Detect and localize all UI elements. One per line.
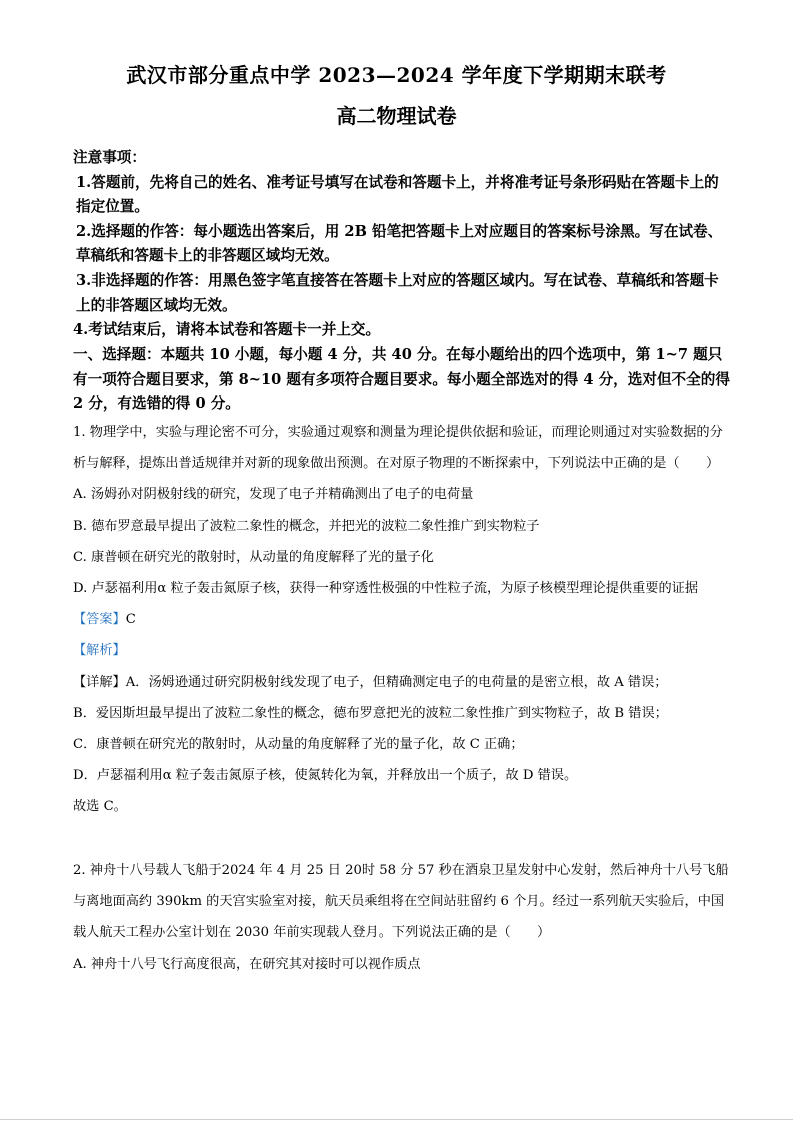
question-2-stem: 2. 神舟十八号载人飞船于2024 年 4 月 25 日 20时 58 分 57 秒在酒泉卫星发射中心发射，然后神舟十八号飞船与离地面高约 390km 的天宫实验室对接，航天员乘组将在空间站驻留约 6 个月。经过一系列航天实验后，中国载人航天工程办公室计划在 2030 年前实现载人登月。下列说法正确的是（ ） [73, 863, 729, 941]
answer-value: C [125, 612, 136, 628]
notice-item-4: 4.考试结束后，请将本试卷和答题卡一并上交。 [73, 321, 381, 339]
question-2 [73, 855, 733, 980]
detail-line-a: A．汤姆逊通过研究阴极射线发现了电子，但精确测定电子的电荷量的是密立根，故 A 错误； [125, 674, 668, 690]
question-1-option-a: A. 汤姆孙对阴极射线的研究，发现了电子并精确测出了电子的电荷量 [73, 487, 474, 503]
answer-tag: 【答案】 [73, 612, 126, 628]
question-1-stem: 1. 物理学中，实验与理论密不可分，实验通过观察和测量为理论提供依据和验证，而理论则通过对实验数据的分析与解释，提炼出普适规律并对新的现象做出预测。在对原子物理的不断探索中，下列说法中正确的是（ ） [73, 425, 723, 472]
question-1-conclusion: 故选 C。 [73, 799, 127, 815]
question-1 [73, 417, 733, 823]
notice-block [73, 146, 733, 343]
detail-tag: 【详解】 [73, 674, 126, 690]
question-1-detail-c: C．康普顿在研究光的散射时，从动量的角度解释了光的量子化，故 C 正确； [73, 737, 524, 753]
question-1-option-d: D. 卢瑟福利用α 粒子轰击氮原子核，获得一种穿透性极强的中性粒子流，为原子核模型理论提供重要的证据 [73, 581, 699, 597]
exam-title: 武汉市部分重点中学 2023—2024 学年度下学期期末联考 [126, 63, 667, 87]
question-1-detail-b: B．爱因斯坦最早提出了波粒二象性的概念，德布罗意把光的波粒二象性推广到实物粒子，故 B 错误； [73, 705, 668, 721]
notice-heading: 注意事项： [73, 149, 146, 166]
notice-item-2: 2.选择题的作答：每小题选出答案后，用 2B 铅笔把答题卡上对应题目的答案标号涂黑。写在试卷、草稿纸和答题卡上的非答题区域均无效。 [76, 222, 723, 265]
notice-item-1: 1.答题前，先将自己的姓名、准考证号填写在试卷和答题卡上，并将准考证号条形码贴在答题卡上的指定位置。 [76, 173, 719, 216]
question-1-answer [73, 604, 733, 635]
page-bottom-divider [0, 1119, 793, 1120]
notice-item-3: 3.非选择题的作答：用黑色签字笔直接答在答题卡上对应的答题区域内。写在试卷、草稿纸和答题卡上的非答题区域均无效。 [76, 271, 719, 314]
exam-subtitle: 高二物理试卷 [336, 104, 457, 128]
question-1-option-b: B. 德布罗意最早提出了波粒二象性的概念，并把光的波粒二象性推广到实物粒子 [73, 518, 540, 534]
section-1-text: 一、选择题：本题共 10 小题，每小题 4 分，共 40 分。在每小题给出的四个选项中，第 1~7 题只有一项符合题目要求，第 8~10 题有多项符合题目要求。每小题全部选对的得 4 分，选对但不全的得 2 分，有选错的得 0 分。 [73, 346, 730, 413]
question-1-option-c: C. 康普顿在研究光的散射时，从动量的角度解释了光的量子化 [73, 549, 434, 565]
section-1-instructions [73, 343, 733, 417]
analysis-tag: 【解析】 [73, 643, 126, 659]
question-1-detail-a [73, 667, 733, 698]
question-1-analysis [73, 635, 733, 666]
question-1-detail-d: D．卢瑟福利用α 粒子轰击氮原子核，使氮转化为氧，并释放出一个质子，故 D 错误。 [73, 768, 578, 784]
question-2-option-a: A. 神舟十八号飞行高度很高，在研究其对接时可以视作质点 [73, 956, 421, 972]
